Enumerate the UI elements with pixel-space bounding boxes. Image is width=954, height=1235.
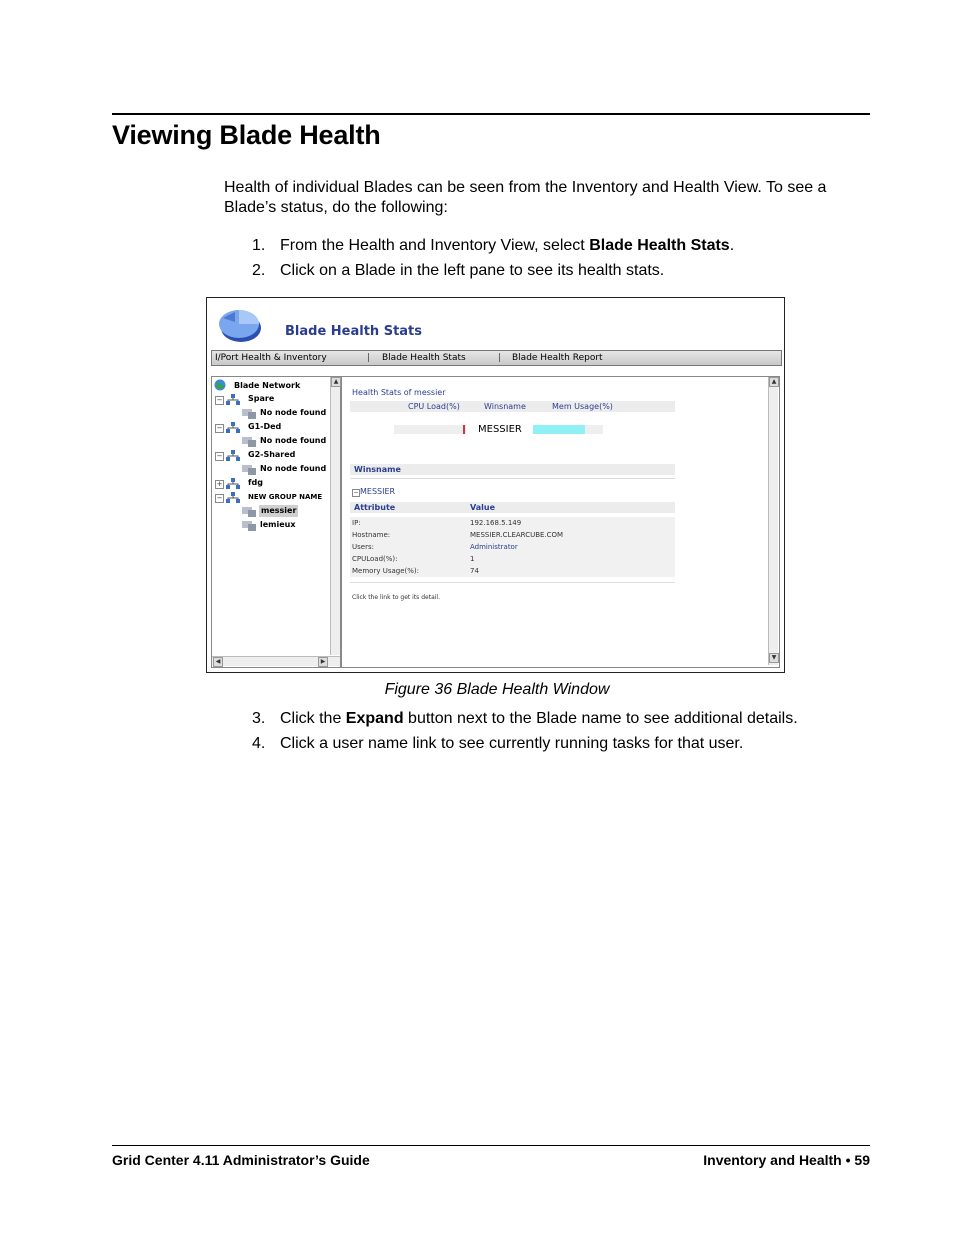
tree-group-fdg[interactable]: fdg [248,478,263,487]
cpu-load-bar-fill [463,425,465,434]
detail-attr: Hostname: [352,531,391,539]
steps-list-a [224,236,734,286]
tree-group-g1-ded[interactable]: G1-Ded [248,422,282,431]
footer-section-page: Inventory and Health • 59 [703,1152,870,1168]
cpu-load-bar-track [394,425,466,434]
mem-usage-bar-track [533,425,603,434]
step-number: 3. [252,710,266,727]
network-group-icon [226,422,240,433]
network-group-icon [226,450,240,461]
detail-value: 192.168.5.149 [470,519,522,527]
footer-guide-title: Grid Center 4.11 Administrator’s Guide [112,1152,370,1168]
header-winsname: Winsname [484,402,526,411]
collapse-toggle-icon[interactable]: − [216,494,223,502]
expand-row[interactable] [352,487,395,497]
header-attribute: Attribute [354,503,396,512]
detail-attr: CPULoad(%): [352,555,398,563]
left-horizontal-scrollbar[interactable] [212,656,340,666]
divider [350,478,675,479]
step-text: Click the [280,710,346,727]
step-item [224,261,734,286]
tab-separator: | [367,353,371,363]
expand-blade-name[interactable]: MESSIER [360,487,396,496]
header-mem-usage: Mem Usage(%) [552,402,613,411]
tree-node-lemieux[interactable]: lemieux [260,520,296,529]
step-text: From the Health and Inventory View, select [280,237,590,254]
step-bold: Expand [345,710,404,727]
right-vertical-scrollbar[interactable] [768,377,778,665]
tree-node-empty: No node found [260,408,327,417]
app-title: Blade Health Stats [285,324,423,339]
tab-separator: | [498,353,502,363]
tab-blade-health-report[interactable]: Blade Health Report [512,353,603,363]
blade-tree-pane [211,376,341,668]
stats-title: Health Stats of messier [352,388,446,397]
app-header [207,298,784,348]
expand-toggle-icon[interactable]: + [216,480,223,488]
blade-node-icon [242,520,256,531]
tree-node-messier[interactable]: messier [261,506,297,515]
stats-winsname-value: MESSIER [478,424,522,435]
blade-node-icon [242,464,256,475]
expand-button-icon[interactable]: − [353,489,359,496]
header-value: Value [470,503,496,512]
figure-caption: Figure 36 Blade Health Window [384,681,610,698]
collapse-toggle-icon[interactable]: − [216,424,223,432]
step-number: 2. [252,262,266,279]
step-text: Click a user name link to see currently running tasks for that user. [280,735,744,752]
tab-blade-health-stats[interactable]: Blade Health Stats [382,353,466,363]
step-text-end: button next to the Blade name to see additional details. [403,710,798,727]
collapse-toggle-icon[interactable]: − [216,396,223,404]
page-title: Viewing Blade Health [112,120,381,150]
step-item [224,709,798,734]
blade-node-icon [242,436,256,447]
tree-group-spare[interactable]: Spare [248,394,275,403]
detail-value: MESSIER.CLEARCUBE.COM [470,531,564,539]
blade-health-window-figure [206,297,785,673]
detail-header-band [350,502,675,513]
network-group-icon [226,478,240,489]
step-item [224,734,798,759]
mem-usage-bar-fill [533,425,585,434]
detail-attr: Memory Usage(%): [352,567,419,575]
scroll-left-icon[interactable]: ◀ [213,657,223,667]
pie-logo-icon [215,302,263,344]
top-rule [112,113,870,115]
step-text: Click on a Blade in the left pane to see its health stats. [280,262,665,279]
divider [350,582,675,583]
step-item [224,236,734,261]
blade-node-icon [242,506,256,517]
detail-attr: IP: [352,519,361,527]
winsname-header: Winsname [354,465,401,474]
network-group-icon [226,394,240,405]
network-group-icon [226,492,240,503]
tab-bar [211,350,782,366]
tree-group-new-group-name[interactable]: NEW GROUP NAME [248,493,323,501]
globe-icon [214,379,226,391]
detail-attr: Users: [352,543,374,551]
steps-list-b [224,709,798,759]
detail-value: 74 [470,567,479,575]
tree-group-g2-shared[interactable]: G2-Shared [248,450,296,459]
user-link[interactable]: Administrator [470,543,518,551]
tree-node-empty: No node found [260,464,327,473]
detail-value: 1 [470,555,475,563]
scroll-right-icon[interactable]: ▶ [318,657,328,667]
intro-paragraph: Health of individual Blades can be seen from the Inventory and Health View. To see a Blade’s status, do the following: [224,179,827,216]
health-detail-pane [341,376,780,668]
step-number: 1. [252,237,266,254]
step-number: 4. [252,735,266,752]
tree-node-empty: No node found [260,436,327,445]
footer-rule [112,1145,870,1146]
scroll-up-icon[interactable]: ▲ [769,377,779,387]
tab-iport-health-inventory[interactable]: I/Port Health & Inventory [215,353,327,363]
step-bold: Blade Health Stats [589,237,730,254]
header-cpu-load: CPU Load(%) [408,402,460,411]
collapse-toggle-icon[interactable]: − [216,452,223,460]
scroll-up-icon[interactable]: ▲ [331,377,341,387]
blade-node-icon [242,408,256,419]
left-vertical-scrollbar[interactable] [330,377,340,655]
tree-root-blade-network[interactable]: Blade Network [234,381,301,390]
scroll-down-icon[interactable]: ▼ [769,653,779,663]
step-text-end: . [729,237,735,254]
hint-text: Click the link to get its detail. [352,594,440,601]
